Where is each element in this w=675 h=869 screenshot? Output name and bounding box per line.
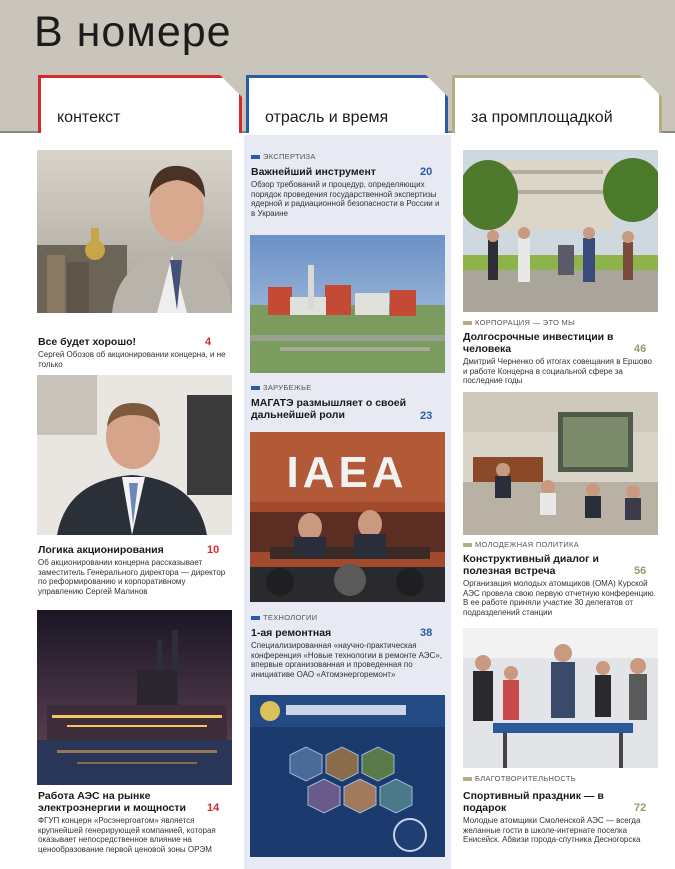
photo-plant-night[interactable] (37, 610, 232, 785)
tab-beyond-site[interactable] (452, 75, 662, 133)
photo-table-tennis[interactable] (463, 628, 658, 768)
photo-atomenergoremont-poster[interactable] (250, 695, 445, 857)
section-label: ЭКСПЕРТИЗА (251, 152, 316, 161)
article-title[interactable]: Конструктивный диалог и полезная встреча (463, 553, 599, 577)
article-title[interactable]: Долгосрочные инвестиции в человека (463, 331, 614, 355)
section-marker (251, 386, 260, 390)
page-number: 20 (420, 166, 433, 178)
article-summary: Об акционировании концерна рассказывает заместитель Генерального директора — директор по реформированию и корпоративному управлению Сергей Малинов (38, 558, 226, 596)
tab-label: за промплощадкой (471, 109, 613, 126)
photo-town-square[interactable] (463, 150, 658, 312)
section-marker (251, 616, 260, 620)
article-summary: Дмитрий Черненко об итогах совещания в Ершово и работе Концерна в социальной сфере за последние годы (463, 357, 652, 386)
article-title[interactable]: Работа АЭС на рынке электроэнергии и мощности (38, 790, 186, 814)
page-number: 10 (207, 544, 220, 556)
article-summary: ФГУП концерн «Росэнергоатом» является крупнейшей генерирующей компанией, которая оказывает непосредственное влияние на ценообразование первой ценовой зоны ОРЭМ (38, 816, 216, 854)
section-label: КОРПОРАЦИЯ — ЭТО МЫ (463, 318, 575, 327)
article-title[interactable]: Спортивный праздник — в подарок (463, 790, 604, 814)
page-number: 72 (634, 802, 647, 814)
page-number: 56 (634, 565, 647, 577)
svg-text:IAEA: IAEA (286, 448, 408, 497)
page-number: 14 (207, 802, 220, 814)
article-summary: Организация молодых атомщиков (ОМА) Курской АЭС провела свою первую отчетную конференцию. В ее работе приняли участие 30 делегатов от подразделений станции (463, 579, 656, 617)
section-label: БЛАГОТВОРИТЕЛЬНОСТЬ (463, 774, 576, 783)
section-marker (463, 321, 472, 325)
photo-obozov[interactable] (37, 150, 232, 313)
section-marker (251, 155, 260, 159)
article-title[interactable]: Логика акционирования (38, 544, 164, 556)
section-label: МОЛОДЕЖНАЯ ПОЛИТИКА (463, 540, 579, 549)
tab-label: отрасль и время (265, 109, 389, 126)
article-summary: Специализированная «научно-практическая конференция «Новые технологии в ремонте АЭС», впервые организованная и проведенная по инициативе ОАО «Атомэнергоремонт» (251, 641, 442, 679)
photo-malinov[interactable] (37, 375, 232, 535)
page-number: 46 (634, 343, 647, 355)
article-title[interactable]: МАГАТЭ размышляет о своей дальнейшей роли (251, 397, 407, 421)
article-summary: Молодые атомщики Смоленской АЭС — всегда желанные гости в школе-интернате поселка Енисейск. Абвизи города-спутника Десногорска (463, 816, 641, 845)
photo-conference-hall[interactable] (463, 392, 658, 535)
page-number: 4 (205, 336, 212, 348)
article-title[interactable]: 1-ая ремонтная (251, 627, 332, 639)
section-marker (463, 777, 472, 781)
article-summary: Сергей Обозов об акционировании концерна, и не только (38, 350, 226, 369)
section-label: ЗАРУБЕЖЬЕ (251, 383, 312, 392)
section-marker (463, 543, 472, 547)
article-title[interactable]: Все будет хорошо! (38, 336, 137, 348)
tab-notch (220, 75, 242, 97)
tab-industry-and-time[interactable] (246, 75, 448, 133)
tab-context[interactable] (38, 75, 242, 133)
article-title[interactable]: Важнейший инструмент (251, 166, 376, 178)
page-number: 23 (420, 410, 433, 422)
tab-notch (640, 75, 662, 97)
tab-notch (426, 75, 448, 97)
page-title: В номере (34, 8, 232, 56)
article-summary: Обзор требований и процедур, определяющих порядок проведения государственной экспертизы ядерной и радиационной безопасности в России и в Украине (251, 180, 440, 218)
tab-label: контекст (57, 109, 121, 126)
photo-iaea-conference[interactable] (250, 432, 445, 602)
photo-nuclear-plant[interactable] (250, 235, 445, 373)
section-label: ТЕХНОЛОГИИ (251, 613, 317, 622)
page-number: 38 (420, 627, 433, 639)
